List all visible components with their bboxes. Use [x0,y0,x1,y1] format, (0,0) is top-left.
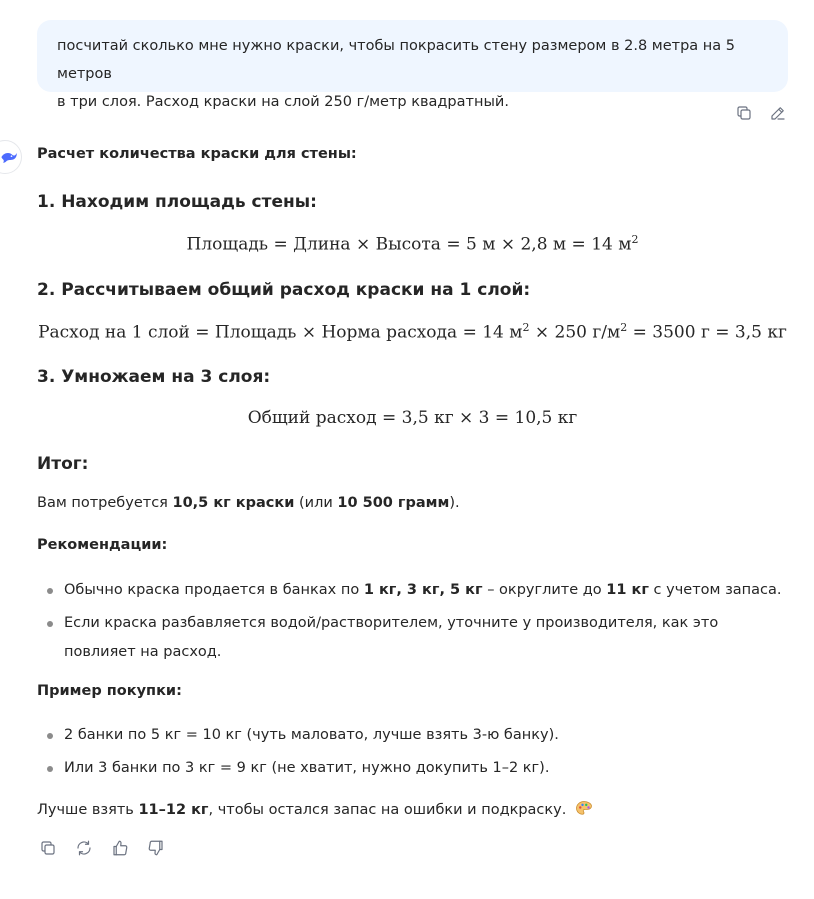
conclusion-pre: Лучше взять [37,802,139,818]
user-message-line: посчитай сколько мне нужно краски, чтобы покрасить стену размером в 2.8 метра на 5 метров [57,38,735,82]
purchase-list [37,721,788,783]
list-item [37,609,788,667]
result-heading: Итог: [37,454,89,474]
palette-icon [575,800,593,818]
thumbs-down-icon[interactable] [145,837,167,859]
formula-part: = 3500 г = 3,5 кг [627,322,787,343]
conclusion-post: , чтобы остался запас на ошибки и подкраску. [208,802,567,818]
item-bold: 1 кг, 3 кг, 5 кг [363,582,483,598]
edit-icon[interactable] [767,102,789,124]
formula-part: × 250 г/м [529,322,621,343]
item-text: Обычно краска продается в банках по [64,582,364,598]
step1-formula: Площадь = Длина × Высота = 5 м × 2,8 м = 14 $м^2$ [186,233,639,255]
whale-logo-icon [0,147,19,167]
formula-mid: Площадь × Норма расхода [214,322,458,343]
user-message-actions [733,102,789,124]
formula-mid: Длина × Высота [293,234,441,255]
result-text [37,495,460,511]
item-text: с учетом запаса. [648,582,782,598]
user-message-bubble [37,20,788,110]
step3-heading: 3. Умножаем на 3 слоя: [37,367,271,387]
formula-exponent: 2 [522,321,530,334]
result-amount: 10,5 кг краски [172,495,295,511]
copy-icon[interactable] [733,102,755,124]
item-bold: 11 кг [606,582,649,598]
copy-icon[interactable] [37,837,59,859]
purchase-title: Пример покупки: [37,683,182,699]
step2-formula: Расход на 1 слой = Площадь × Норма расхода = 14 $м^2 \times 250$ $г/м^2 = 3500$ г = 3,5 кг [38,321,787,343]
list-item [37,576,788,605]
item-text: Если краска разбавляется водой/растворителем, уточните у производителя, как это повлияет на расход. [64,615,719,660]
answer-actions [37,837,167,859]
regenerate-icon[interactable] [73,837,95,859]
step2-heading: 2. Рассчитываем общий расход краски на 1 слой: [37,280,531,300]
assistant-avatar [0,140,22,174]
result-post: ). [449,495,460,511]
conclusion-bold: 11–12 кг [138,802,209,818]
result-pre: Вам потребуется [37,495,173,511]
formula-lhs: Общий расход [247,408,377,428]
formula-part: 14 м [482,322,523,343]
list-item: 2 банки по 5 кг = 10 кг (чуть маловато, лучше взять 3-ю банку). [37,721,788,750]
user-message-line: в три слоя. Расход краски на слой 250 г/метр квадратный. [57,94,509,110]
answer-intro: Расчет количества краски для стены: [37,146,357,162]
item-text: – округлите до [482,582,607,598]
formula-calc: 3,5 кг × 3 = 10,5 кг [401,408,578,428]
thumbs-up-icon[interactable] [109,837,131,859]
recommendations-title: Рекомендации: [37,537,168,553]
step1-heading: 1. Находим площадь стены: [37,192,317,212]
recommendations-list [37,576,788,667]
formula-lhs: Расход на 1 слой [38,322,190,343]
list-item: Или 3 банки по 3 кг = 9 кг (не хватит, нужно докупить 1–2 кг). [37,754,788,783]
result-grams: 10 500 грамм [337,495,450,511]
formula-exponent: 2 [620,321,628,334]
formula-exponent: 2 [631,233,639,246]
formula-lhs: Площадь [186,234,269,255]
conclusion [37,800,593,818]
result-mid: (или [294,495,338,511]
formula-calc: 5 м × 2,8 м = 14 м [465,234,632,255]
step3-formula: Общий расход = 3,5 кг × 3 = 10,5 кг [247,408,578,428]
